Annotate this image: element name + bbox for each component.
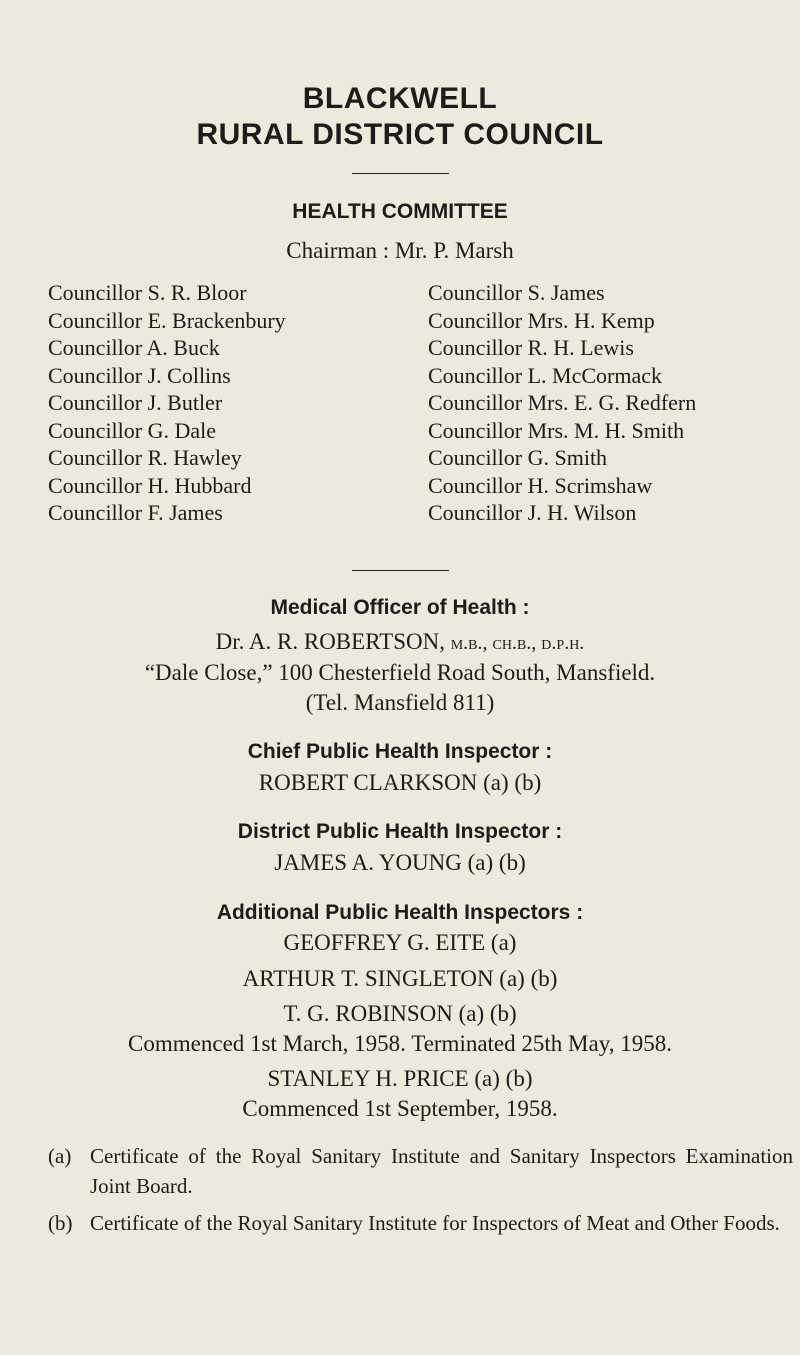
council-name-line1: BLACKWELL: [302, 82, 498, 115]
committee-members-left: [48, 279, 286, 527]
chairman-label: Chairman :: [286, 238, 390, 263]
additional-inspectors-heading: Additional Public Health Inspectors :: [216, 901, 584, 924]
member-name: Councillor Mrs. H. Kemp: [428, 307, 655, 333]
footnote-b: [48, 1208, 793, 1238]
footnote-text: Certificate of the Royal Sanitary Institute for Inspectors of Meat and Other Foods.: [90, 1211, 780, 1235]
additional-inspector-3-note: Commenced 1st March, 1958. Terminated 25th May, 1958.: [128, 1031, 672, 1056]
member-name: Councillor L. McCormack: [428, 362, 663, 388]
additional-inspector-1: GEOFFREY G. EITE (a): [283, 930, 517, 955]
member-name: Councillor Mrs. M. H. Smith: [428, 417, 685, 443]
committee-title: HEALTH COMMITTEE: [292, 200, 508, 223]
chairman-line: [0, 238, 800, 264]
member-name: Councillor J. Collins: [48, 362, 231, 388]
divider-top: [352, 173, 449, 174]
member-name: Councillor G. Dale: [48, 417, 217, 443]
member-name: Councillor R. Hawley: [48, 445, 242, 470]
member-name: Councillor G. Smith: [428, 445, 608, 470]
footnote-label: (b): [48, 1211, 73, 1235]
additional-inspector-2: ARTHUR T. SINGLETON (a) (b): [242, 966, 558, 991]
member-name: Councillor H. Scrimshaw: [428, 472, 653, 498]
footnote-text: Certificate of the Royal Sanitary Institute and Sanitary Inspectors Examination Joint Board.: [90, 1144, 793, 1198]
additional-inspector-3: T. G. ROBINSON (a) (b): [283, 1001, 517, 1026]
moh-address: “Dale Close,” 100 Chesterfield Road South, Mansfield.: [144, 660, 656, 685]
member-name: Councillor A. Buck: [48, 335, 220, 360]
moh-heading: Medical Officer of Health :: [270, 596, 530, 619]
additional-inspector-4-note: Commenced 1st September, 1958.: [242, 1096, 558, 1121]
member-name: Councillor S. R. Bloor: [48, 280, 247, 305]
district-inspector-name: JAMES A. YOUNG (a) (b): [274, 850, 526, 875]
member-name: Councillor H. Hubbard: [48, 472, 252, 498]
footnote-a: [48, 1141, 793, 1201]
member-name: Councillor R. H. Lewis: [428, 335, 634, 360]
footnote-label: (a): [48, 1144, 72, 1168]
district-inspector-heading: District Public Health Inspector :: [237, 820, 563, 843]
moh-telephone: (Tel. Mansfield 811): [305, 690, 495, 715]
member-name: Councillor Mrs. E. G. Redfern: [428, 390, 697, 415]
additional-inspector-4: STANLEY H. PRICE (a) (b): [267, 1066, 533, 1091]
divider-middle: [352, 570, 449, 571]
chief-inspector-name: ROBERT CLARKSON (a) (b): [258, 770, 542, 795]
moh-qualifications: m.b., ch.b., d.p.h.: [450, 632, 585, 654]
chairman-name: Mr. P. Marsh: [394, 238, 514, 263]
moh-name: Dr. A. R. ROBERTSON,: [215, 629, 445, 654]
committee-members-right: [428, 279, 696, 527]
member-name: Councillor F. James: [48, 500, 223, 525]
member-name: Councillor S. James: [428, 280, 605, 305]
council-name-line2: RURAL DISTRICT COUNCIL: [196, 118, 604, 151]
member-name: Councillor E. Brackenbury: [48, 307, 286, 333]
chief-inspector-heading: Chief Public Health Inspector :: [247, 740, 553, 763]
moh-name-line: [0, 629, 800, 655]
member-name: Councillor J. H. Wilson: [428, 500, 637, 525]
member-name: Councillor J. Butler: [48, 390, 223, 415]
